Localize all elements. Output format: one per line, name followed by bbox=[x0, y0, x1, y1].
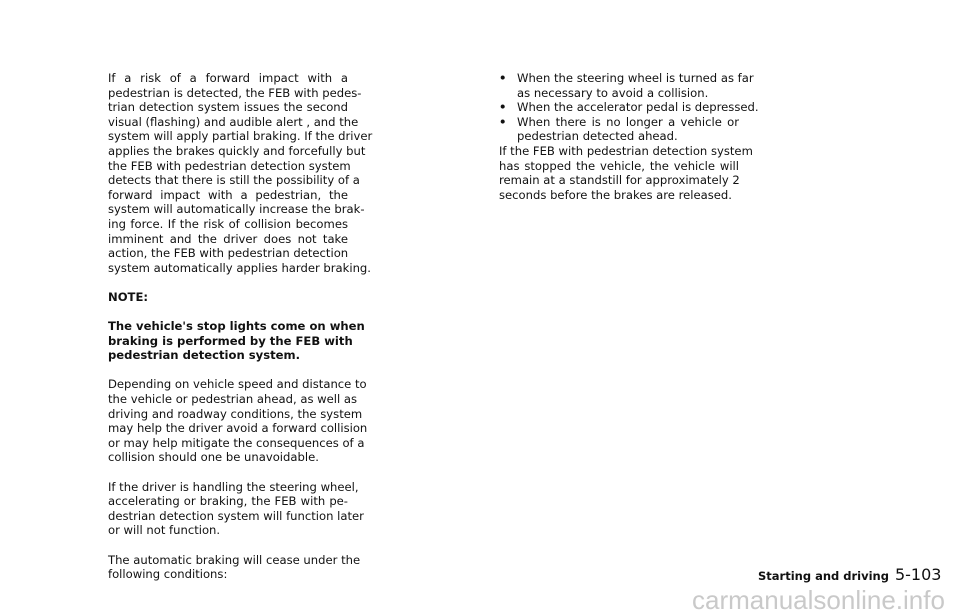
watermark: carmanualsonline.info bbox=[692, 585, 945, 615]
text-line: forward impact with a pedestrian, the bbox=[108, 187, 348, 202]
text-line: imminent and the driver does not take bbox=[108, 231, 348, 246]
text-line: collision should one be unavoidable. bbox=[108, 450, 319, 465]
text-line: pedestrian detected ahead. bbox=[517, 129, 678, 144]
bullet-icon: • bbox=[499, 100, 507, 115]
text-line: or may help mitigate the consequences of a bbox=[108, 435, 365, 450]
text-line: system automatically applies harder braking. bbox=[108, 260, 371, 275]
text-line: system will apply partial braking. If the driver bbox=[108, 129, 373, 144]
text-line: seconds before the brakes are released. bbox=[499, 187, 732, 202]
left-column bbox=[108, 71, 373, 596]
text-line: If the driver is handling the steering wheel, bbox=[108, 479, 359, 494]
text-line: destrian detection system will function later bbox=[108, 508, 364, 523]
paragraph-depending bbox=[108, 377, 368, 465]
bullet-item bbox=[499, 115, 739, 144]
note-heading: NOTE: bbox=[108, 289, 149, 304]
text-line: trian detection system issues the second bbox=[108, 100, 348, 115]
text-line: accelerating or braking, the FEB with pe- bbox=[108, 494, 348, 509]
bullet-item bbox=[499, 71, 754, 100]
bullet-item bbox=[499, 100, 759, 115]
text-line: pedestrian detection system. bbox=[108, 348, 301, 363]
page-footer bbox=[758, 565, 941, 584]
text-line: visual (flashing) and audible alert , and the bbox=[108, 114, 359, 129]
text-line: Depending on vehicle speed and distance to bbox=[108, 377, 367, 392]
text-line: or will not function. bbox=[108, 523, 221, 538]
text-line: system will automatically increase the brak- bbox=[108, 202, 365, 217]
text-line: When there is no longer a vehicle or bbox=[517, 114, 739, 129]
right-column bbox=[499, 71, 759, 217]
paragraph-automatic-braking bbox=[108, 552, 361, 582]
text-line: When the accelerator pedal is depressed. bbox=[517, 100, 759, 115]
paragraph-feb-pedestrian bbox=[108, 71, 373, 275]
text-line: following conditions: bbox=[108, 567, 228, 582]
text-line: remain at a standstill for approximately 2 bbox=[499, 173, 740, 188]
page-number: 5-103 bbox=[894, 565, 942, 584]
text-line: detects that there is still the possibility of a bbox=[108, 173, 360, 188]
bullet-icon: • bbox=[499, 114, 507, 129]
text-line: applies the brakes quickly and forcefully but bbox=[108, 143, 366, 158]
text-line: the FEB with pedestrian detection system bbox=[108, 158, 351, 173]
bullet-list bbox=[499, 71, 759, 144]
text-line: braking is performed by the FEB with bbox=[108, 333, 353, 348]
text-line: driving and roadway conditions, the system bbox=[108, 406, 363, 421]
text-line: the vehicle or pedestrian ahead, as well as bbox=[108, 392, 358, 407]
note-text bbox=[108, 319, 365, 363]
text-line: ing force. If the risk of collision becomes bbox=[108, 216, 348, 231]
text-line: If a risk of a forward impact with a bbox=[108, 71, 348, 85]
text-line: pedestrian is detected, the FEB with pedes- bbox=[108, 85, 362, 100]
bullet-icon: • bbox=[499, 71, 507, 85]
text-line: If the FEB with pedestrian detection system bbox=[499, 143, 753, 158]
text-line: The vehicle's stop lights come on when bbox=[108, 319, 365, 334]
paragraph-driver-handling bbox=[108, 479, 364, 538]
section-title: Starting and driving bbox=[758, 569, 889, 583]
text-line: as necessary to avoid a collision. bbox=[517, 85, 709, 100]
text-line: The automatic braking will cease under the bbox=[108, 552, 361, 567]
text-line: may help the driver avoid a forward collision bbox=[108, 421, 368, 436]
text-line: action, the FEB with pedestrian detection bbox=[108, 246, 349, 261]
text-line: When the steering wheel is turned as far bbox=[517, 71, 754, 85]
text-line: has stopped the vehicle, the vehicle will bbox=[499, 158, 739, 173]
paragraph-standstill bbox=[499, 143, 753, 202]
